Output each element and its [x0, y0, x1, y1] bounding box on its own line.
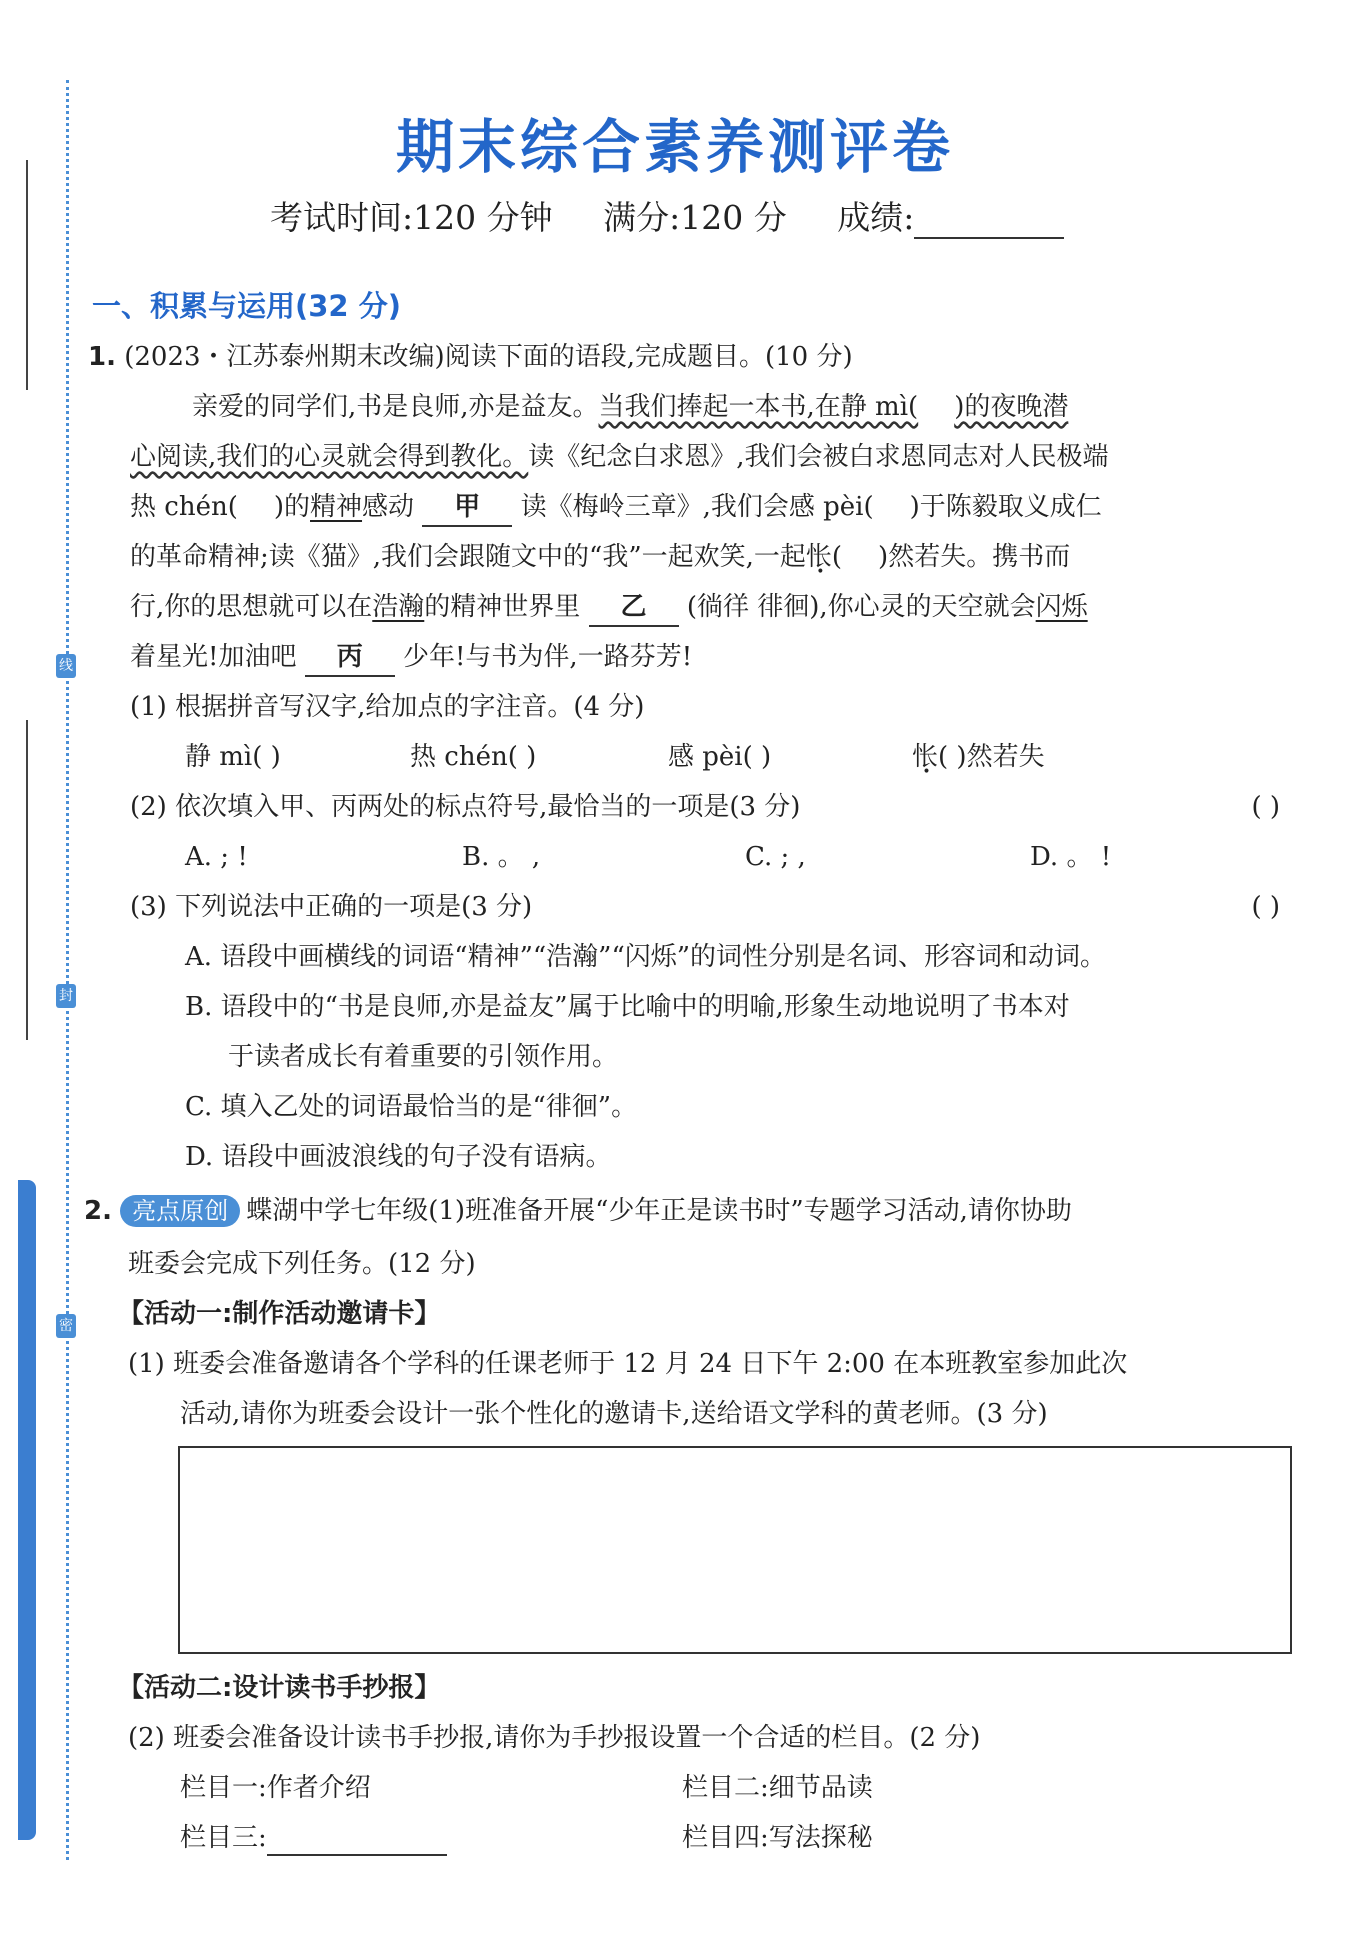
q1-para-line1: 亲爱的同学们,书是良师,亦是益友。当我们捧起一本书,在静 mì( )的夜晚潜: [192, 392, 1069, 422]
column-2: 栏目二:细节品读: [682, 1773, 873, 1803]
activity1-heading: 【活动一:制作活动邀请卡】: [118, 1299, 441, 1329]
q1-sub3: (3) 下列说法中正确的一项是(3 分): [130, 892, 533, 922]
q1-sub1: (1) 根据拼音写汉字,给加点的字注音。(4 分): [130, 692, 645, 722]
q1-para-line4: 的革命精神;读《猫》,我们会跟随文中的“我”一起欢笑,一起怅( )然若失。携书而: [130, 542, 1071, 572]
option-c[interactable]: C. ; ,: [745, 842, 806, 872]
activity1-task: (1) 班委会准备邀请各个学科的任课老师于 12 月 24 日下午 2:00 在本班教室参加此次: [128, 1349, 1128, 1379]
pinyin-item-chang[interactable]: 怅( )然若失: [912, 742, 1045, 772]
q1-para-line3: 热 chén( )的精神感动 甲 读《梅岭三章》,我们会感 pèi( )于陈毅取义成仁: [130, 489, 1102, 527]
q1-para-line6: 着星光!加油吧 丙 少年!与书为伴,一路芬芳!: [130, 639, 692, 677]
full-score: 满分:120 分: [603, 198, 787, 237]
column-1: 栏目一:作者介绍: [180, 1773, 371, 1803]
exam-meta: [270, 192, 1104, 239]
binding-line: [66, 80, 69, 1860]
side-strip: [18, 1180, 36, 1840]
score-blank[interactable]: [914, 207, 1064, 239]
choice-a[interactable]: A. 语段中画横线的词语“精神”“浩瀚”“闪烁”的词性分别是名词、形容词和动词。: [185, 942, 1107, 972]
column-3-blank[interactable]: [267, 1826, 447, 1856]
q1-para-line5: 行,你的思想就可以在浩瀚的精神世界里 乙 (徜徉 徘徊),你心灵的天空就会闪烁: [130, 589, 1088, 627]
option-a[interactable]: A. ; !: [185, 842, 248, 872]
original-badge: 亮点原创: [120, 1195, 240, 1227]
blank-yi[interactable]: 乙: [589, 589, 679, 627]
invitation-answer-box[interactable]: [178, 1446, 1292, 1654]
q2-stem-cont: 班委会完成下列任务。(12 分): [128, 1249, 476, 1279]
exam-time: 考试时间:120 分钟: [270, 198, 553, 237]
binding-mark: 封: [56, 984, 76, 1008]
column-3: 栏目三:: [180, 1820, 447, 1856]
page-title: 期末综合素养测评卷: [395, 113, 954, 181]
q2-stem: 2. 亮点原创 蝶湖中学七年级(1)班准备开展“少年正是读书时”专题学习活动,请你协助: [84, 1196, 1072, 1226]
answer-paren[interactable]: ( ): [1251, 792, 1280, 822]
pinyin-item[interactable]: 静 mì( ): [185, 742, 281, 772]
pinyin-item[interactable]: 感 pèi( ): [668, 742, 772, 772]
binding-mark: 密: [56, 1314, 76, 1338]
blank-bing[interactable]: 丙: [305, 639, 395, 677]
edge-line: [26, 160, 28, 390]
blank-jia[interactable]: 甲: [422, 489, 512, 527]
activity2-heading: 【活动二:设计读书手抄报】: [118, 1673, 441, 1703]
option-d[interactable]: D. 。 !: [1030, 842, 1112, 872]
choice-c[interactable]: C. 填入乙处的词语最恰当的是“徘徊”。: [185, 1092, 638, 1122]
q1-stem: 1. (2023・江苏泰州期末改编)阅读下面的语段,完成题目。(10 分): [88, 342, 853, 372]
score-label: 成绩:: [837, 198, 915, 237]
q1-para-line2: 心阅读,我们的心灵就会得到教化。读《纪念白求恩》,我们会被白求恩同志对人民极端: [130, 442, 1109, 472]
option-b[interactable]: B. 。 ,: [462, 842, 541, 872]
binding-mark: 线: [56, 654, 76, 678]
activity2-task: (2) 班委会准备设计读书手抄报,请你为手抄报设置一个合适的栏目。(2 分): [128, 1723, 981, 1753]
q1-sub2: (2) 依次填入甲、丙两处的标点符号,最恰当的一项是(3 分): [130, 792, 801, 822]
column-4: 栏目四:写法探秘: [682, 1823, 873, 1853]
choice-b[interactable]: B. 语段中的“书是良师,亦是益友”属于比喻中的明喻,形象生动地说明了书本对: [185, 992, 1070, 1022]
choice-b-cont: 于读者成长有着重要的引领作用。: [228, 1042, 619, 1072]
pinyin-item[interactable]: 热 chén( ): [410, 742, 537, 772]
edge-line: [26, 720, 28, 1040]
section-heading: 一、积累与运用(32 分): [92, 289, 401, 323]
choice-d[interactable]: D. 语段中画波浪线的句子没有语病。: [185, 1142, 612, 1172]
activity1-task-cont: 活动,请你为班委会设计一张个性化的邀请卡,送给语文学科的黄老师。(3 分): [180, 1399, 1048, 1429]
answer-paren[interactable]: ( ): [1251, 892, 1280, 922]
